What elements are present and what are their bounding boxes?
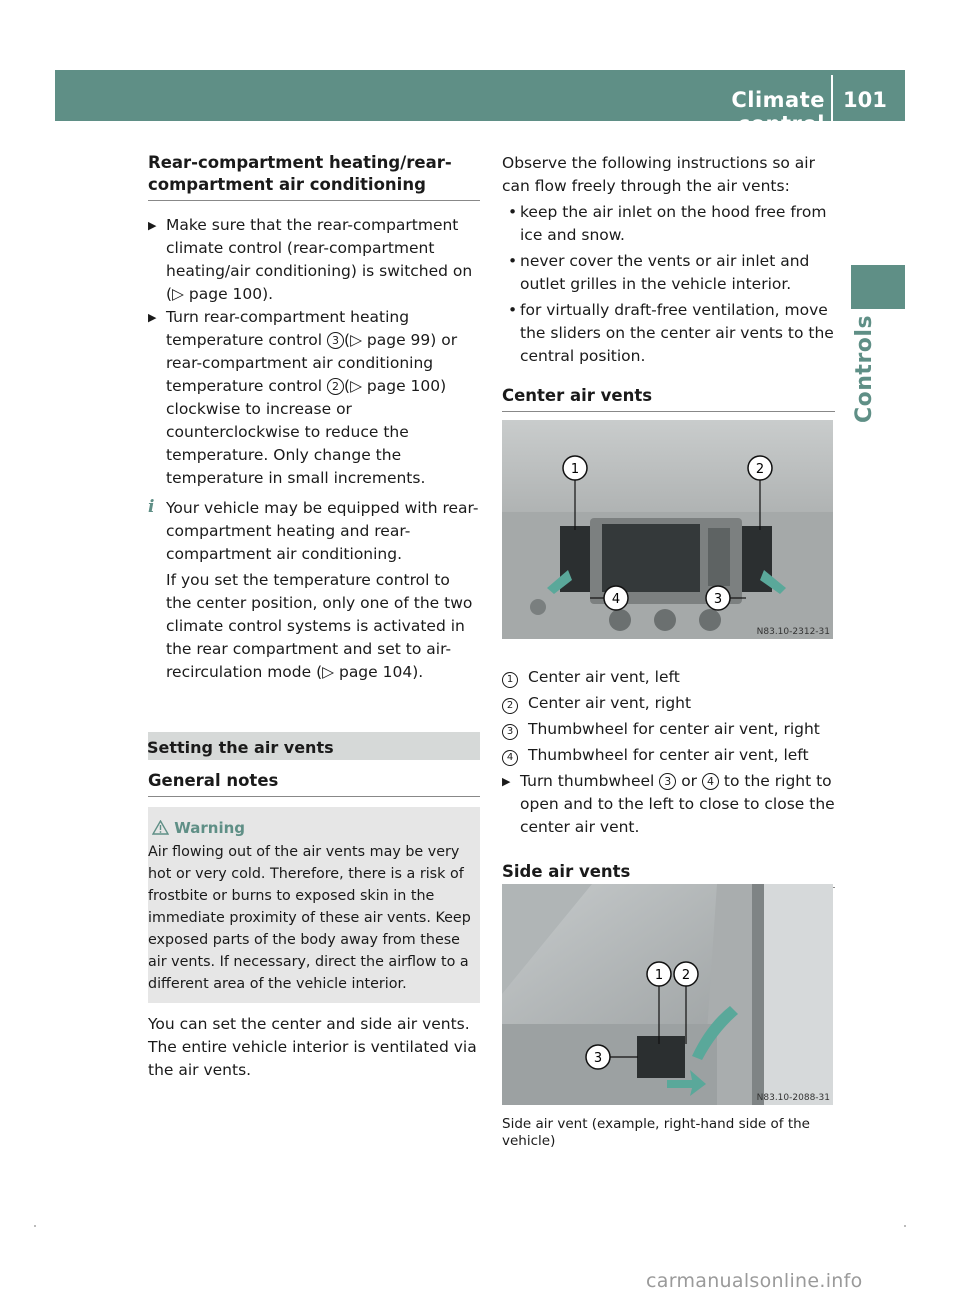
bullet-item: • never cover the vents or air inlet and outlet grilles in the vehicle interior. [508,252,810,293]
chapter-title: Climate control [731,88,825,136]
rear-compartment-heading: Rear-compartment heating/rear-compartment air conditioning [148,152,480,201]
section-title: Setting the air vents [147,738,334,757]
warning-text: Air flowing out of the air vents may be very hot or very cold. Therefore, there is a risk of frostbite or burns to exposed skin in the immediate proximity of these air vents. Keep exposed parts of the body away from these air vents. If necessary, direct the airflow to a different area of the vehicle interior. [148,844,471,992]
info-text-1: Your vehicle may be equipped with rear-compartment heating and rear-compartment air conditioning. [166,499,479,563]
svg-text:1: 1 [654,968,664,983]
photo-callout-2 [674,962,698,986]
legend-item: 3 Thumbwheel for center air vent, right [502,718,835,741]
callout-3: 3 [659,773,676,790]
svg-text:2: 2 [755,462,765,477]
svg-text:1: 1 [570,462,580,477]
svg-text:3: 3 [593,1051,603,1066]
side-vents-heading: Side air vents [502,861,835,888]
svg-text:4: 4 [611,592,621,607]
side-air-vent-photo [502,884,833,1105]
legend-item: 1 Center air vent, left [502,666,835,689]
info-text-2: If you set the temperature control to the center position, only one of the two climate control systems is activated in the rear compartment and set to air-recirculation mode (▷ page 104). [166,571,473,681]
photo-callout-1 [647,962,671,986]
legend-item: 4 Thumbwheel for center air vent, left [502,744,835,767]
step-item: ▶ Turn rear-compartment heating temperature control 3 (▷ page 99) or rear-compartment air conditioning temperature control 2 (▷ page 100) clockwise to increase or counterclockwise to reduce the temperature. Only change the temperature in small increments. [148,308,458,487]
step-arrow-icon: ▶ [148,311,157,324]
left-column [148,152,480,1082]
general-notes-heading: General notes [148,770,480,797]
photo-callout-2 [748,456,772,480]
photo-callout-4 [604,586,628,610]
photo-code: N83.10-2312-31 [756,627,830,637]
closing-paragraph: You can set the center and side air vents. The entire vehicle interior is ventilated via the air vents. [148,1015,477,1079]
side-tab-marker [851,265,905,309]
warning-triangle-icon [152,820,169,835]
step-item [148,214,480,306]
section-title-bar [148,732,480,760]
photo-code: N83.10-2088-31 [756,1093,830,1103]
corner-mark [34,1225,36,1227]
callout-3: 3 [327,332,344,349]
corner-mark [904,1225,906,1227]
header-divider [831,75,833,121]
photo-callout-1 [563,456,587,480]
svg-text:3: 3 [713,592,723,607]
intro-paragraph: Observe the following instructions so air can flow freely through the air vents: [502,154,815,195]
callout-4: 4 [702,773,719,790]
warning-box [148,807,480,1003]
bullet-item: • keep the air inlet on the hood free from ice and snow. [508,203,827,244]
photo-callout-3 [586,1045,610,1069]
bullet-item: • for virtually draft-free ventilation, move the sliders on the center air vents to the central position. [508,301,834,365]
svg-text:2: 2 [681,968,691,983]
page-number: 101 [843,88,887,112]
info-note [148,497,480,684]
center-air-vents-photo [502,420,833,639]
step-arrow-icon: ▶ [148,219,157,232]
side-section-label: Controls [852,314,877,423]
photo-caption: Side air vent (example, right-hand side of the vehicle) [502,1116,810,1149]
step-arrow-icon: ▶ [502,775,511,788]
info-icon: i [148,497,155,517]
center-vents-heading: Center air vents [502,385,835,412]
legend-item: 2 Center air vent, right [502,692,835,715]
footer-watermark: carmanualsonline.info [646,1270,863,1292]
step-item: ▶ Turn thumbwheel 3 or 4 to the right to open and to the left to close to close the center air vent. [502,772,835,836]
warning-title: Warning [148,817,480,839]
photo-callout-3 [706,586,730,610]
step-text: Make sure that the rear-compartment climate control (rear-compartment heating/air conditioning) is switched on (▷ page 100). [166,216,473,303]
callout-2: 2 [327,378,344,395]
